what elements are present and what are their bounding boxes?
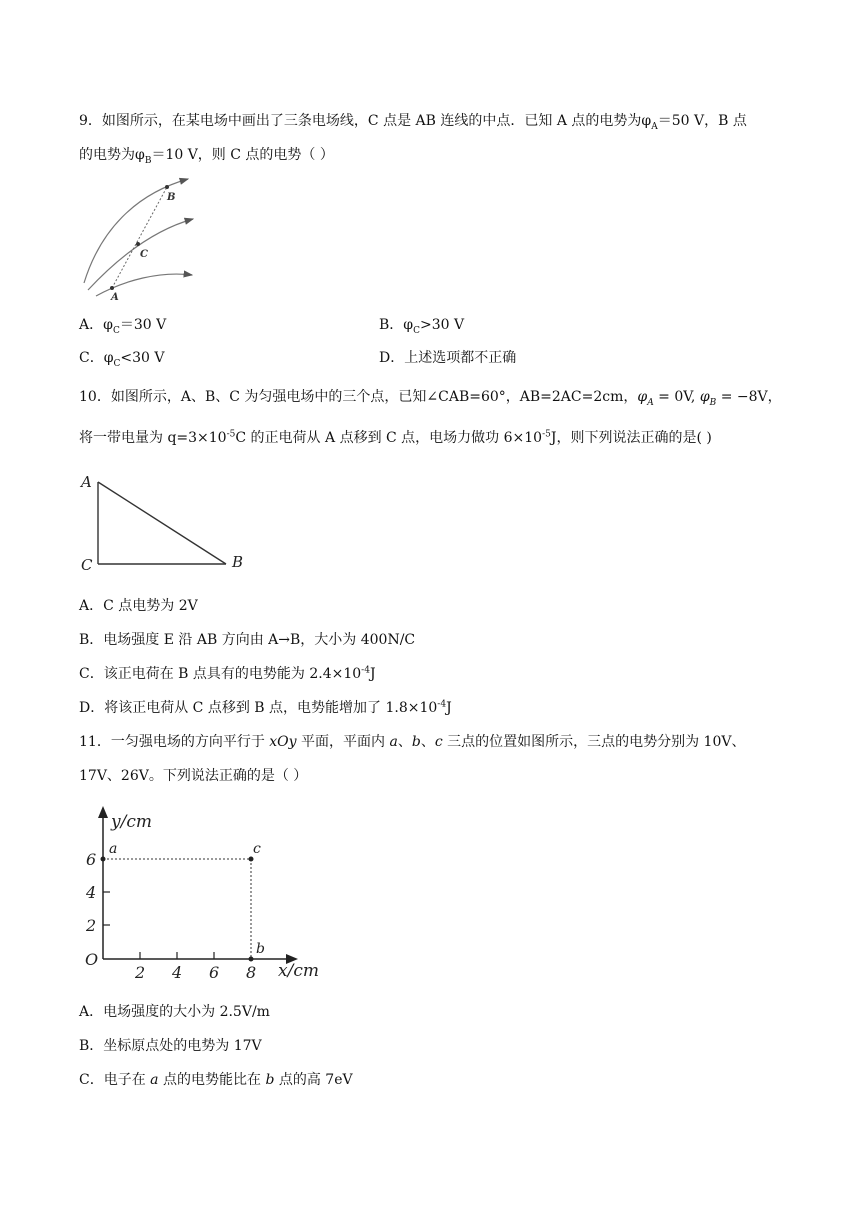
q11-point-b-label: b xyxy=(256,941,265,957)
q9-stem-line-1 xyxy=(79,111,747,131)
option-key: A． xyxy=(79,1004,104,1020)
q10-option-c[interactable] xyxy=(79,664,376,684)
q9-stem-line-2 xyxy=(79,145,334,165)
option-phi: φ xyxy=(103,317,113,333)
q10-stem-sup-1: -5 xyxy=(226,429,236,440)
q11-stem-text-1a: 一匀强电场的方向平行于 xyxy=(110,734,270,750)
q11-y-tick-label-4: 4 xyxy=(86,883,97,902)
option-key: A． xyxy=(79,317,104,333)
option-phi: φ xyxy=(103,350,114,366)
q11-point-a-label: a xyxy=(109,841,118,857)
q11-point-c-label: c xyxy=(253,841,261,857)
q10-phi-a-value: = 0V, xyxy=(653,389,700,405)
q9-option-a[interactable] xyxy=(79,315,166,335)
q11-y-tick-label-2: 2 xyxy=(86,916,97,935)
q11-sep-1: 、 xyxy=(397,734,412,750)
option-key: B． xyxy=(379,317,404,333)
q11-x-tick-label-6: 6 xyxy=(209,963,220,982)
q9-label-a: A xyxy=(111,292,119,303)
option-key: D． xyxy=(79,700,105,716)
q11-y-axis-arrow xyxy=(98,806,108,818)
option-text: 上述选项都不正确 xyxy=(404,350,517,366)
option-unit: J xyxy=(369,666,376,682)
q9-phi-a-sub: A xyxy=(651,121,658,132)
q9-stem-text-2: 的电势为 xyxy=(79,147,135,163)
option-unit: J xyxy=(446,700,452,716)
q11-option-a[interactable] xyxy=(79,1002,270,1022)
q11-y-axis-label: y/cm xyxy=(111,812,152,832)
q11-point-b xyxy=(249,957,254,962)
q11-stem-text-2: 17V、26V。下列说法正确的是（ ） xyxy=(79,768,308,784)
q10-stem-line-2 xyxy=(79,428,712,448)
option-sup: -4 xyxy=(361,665,370,676)
option-text: >30 V xyxy=(420,317,465,333)
q10-stem-text-1: 如图所示，A、B、C 为匀强电场中的三个点，已知∠CAB=60°，AB=2AC=2cm， xyxy=(110,389,638,405)
q10-stem-sup-2: -5 xyxy=(542,429,551,440)
q10-label-b: B xyxy=(232,553,244,571)
option-text: 电子在 xyxy=(103,1072,151,1088)
option-text: C 点电势为 2V xyxy=(103,598,198,614)
option-text-tail: 点的高 7eV xyxy=(274,1072,353,1088)
option-point-a: a xyxy=(150,1072,159,1088)
q10-option-a[interactable] xyxy=(79,596,198,616)
q11-coordinate-figure xyxy=(80,806,330,986)
q10-phi-b-sub: B xyxy=(709,397,717,408)
q11-stem-text-1c: 三点的位置如图所示，三点的电势分别为 10V、 xyxy=(442,734,746,750)
q11-option-b[interactable] xyxy=(79,1036,262,1056)
option-phi-sub: C xyxy=(113,358,121,369)
q9-label-b: B xyxy=(167,192,176,203)
q9-point-c xyxy=(136,242,140,246)
q11-origin-label: O xyxy=(85,950,99,969)
q10-phi-b: φ xyxy=(699,389,710,405)
q10-stem-text-2b: C 的正电荷从 A 点移到 C 点，电场力做功 6×10 xyxy=(235,430,543,446)
q11-y-tick-label-6: 6 xyxy=(86,850,97,869)
option-text: 电场强度的大小为 2.5V/m xyxy=(103,1004,270,1020)
q9-option-b[interactable] xyxy=(379,315,464,335)
q9-number: 9． xyxy=(79,113,102,129)
option-text: 该正电荷在 B 点具有的电势能为 2.4×10 xyxy=(103,666,362,682)
option-text-mid: 点的电势能比在 xyxy=(158,1072,266,1088)
option-key: C． xyxy=(79,350,104,366)
q11-x-tick-label-2: 2 xyxy=(135,963,146,982)
option-point-b: b xyxy=(265,1072,275,1088)
q11-point-a xyxy=(101,857,106,862)
q11-x-tick-label-8: 8 xyxy=(246,963,257,982)
q11-point-c xyxy=(249,857,254,862)
option-key: B． xyxy=(79,1038,104,1054)
q9-phi-a-value: ＝50 V，B 点 xyxy=(657,113,747,129)
q10-number: 10． xyxy=(79,389,111,405)
q11-option-c[interactable] xyxy=(79,1070,353,1090)
q9-option-d[interactable] xyxy=(379,348,516,368)
option-text: 电场强度 E 沿 AB 方向由 A→B，大小为 400N/C xyxy=(103,632,416,648)
q11-x-tick-label-4: 4 xyxy=(172,963,183,982)
q9-label-c: C xyxy=(140,249,148,260)
q10-phi-a: φ xyxy=(637,389,648,405)
q10-option-b[interactable] xyxy=(79,630,415,650)
option-text: ＝30 V xyxy=(119,317,167,333)
option-key: D． xyxy=(379,350,405,366)
option-phi-sub: C xyxy=(413,325,420,336)
q10-label-a: A xyxy=(81,473,92,491)
q10-stem-line-1 xyxy=(79,387,782,407)
q11-point-c-text: c xyxy=(434,734,443,750)
q11-stem-line-1 xyxy=(79,732,745,752)
q11-xoy: xOy xyxy=(269,734,297,750)
option-key: B． xyxy=(79,632,104,648)
option-phi-sub: C xyxy=(112,325,120,336)
q11-x-axis-label: x/cm xyxy=(278,961,319,981)
q9-point-b xyxy=(165,185,169,189)
q9-stem-text-1: 如图所示，在某电场中画出了三条电场线，C 点是 AB 连线的中点．已知 A 点的电势为 xyxy=(101,113,642,129)
q10-stem-text-2c: J，则下列说法正确的是( ) xyxy=(550,430,712,446)
q11-stem-line-2 xyxy=(79,766,307,786)
option-key: C． xyxy=(79,1072,104,1088)
q11-stem-text-1b: 平面，平面内 xyxy=(296,734,390,750)
option-text: 将该正电荷从 C 点移到 B 点，电势能增加了 1.8×10 xyxy=(104,700,438,716)
option-phi: φ xyxy=(403,317,414,333)
q11-point-b-text: b xyxy=(411,734,421,750)
q10-side-ab xyxy=(98,482,226,564)
q10-phi-a-sub: A xyxy=(647,397,654,408)
option-key: A． xyxy=(79,598,104,614)
option-key: C． xyxy=(79,666,104,682)
q10-phi-b-value: = −8V， xyxy=(716,389,782,405)
option-text: <30 V xyxy=(120,350,165,366)
q9-phi-a: φ xyxy=(641,113,652,129)
option-sup: -4 xyxy=(437,699,447,710)
q11-sep-2: 、 xyxy=(420,734,435,750)
q11-number: 11． xyxy=(79,734,111,750)
q9-phi-b-sub: B xyxy=(144,155,152,166)
q9-option-c[interactable] xyxy=(79,348,165,368)
q10-label-c: C xyxy=(81,556,93,574)
option-text: 坐标原点处的电势为 17V xyxy=(103,1038,262,1054)
q9-point-a xyxy=(110,286,114,290)
q10-triangle-figure xyxy=(78,470,258,580)
q11-point-a-text: a xyxy=(389,734,398,750)
q10-stem-text-2a: 将一带电量为 q=3×10 xyxy=(79,430,227,446)
q9-field-line-figure xyxy=(80,176,200,306)
q9-phi-b: φ xyxy=(135,147,145,163)
q10-option-d[interactable] xyxy=(79,698,452,718)
q9-phi-b-value: ＝10 V，则 C 点的电势（ ） xyxy=(151,147,334,163)
